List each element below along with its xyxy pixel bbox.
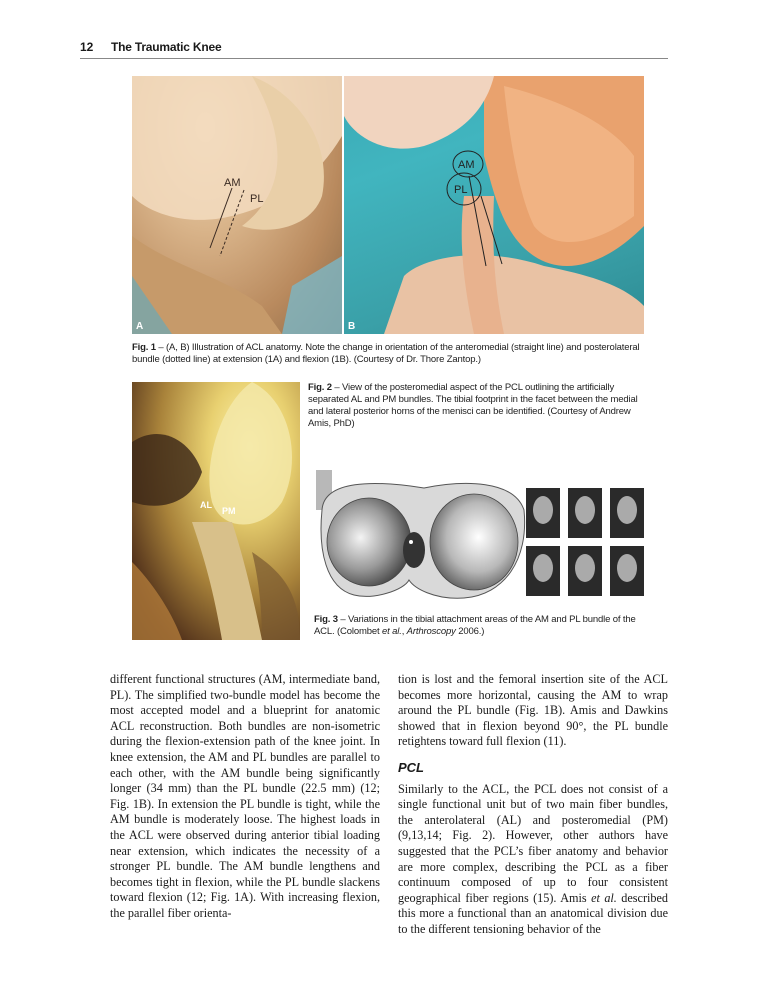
- figure-1b-pl-label: PL: [454, 184, 468, 196]
- figure-1a-letter: A: [136, 321, 144, 332]
- figure-1b-photo: [344, 76, 644, 334]
- figure-3-thumbnail-grid: [526, 488, 644, 596]
- figure-2-illustration: [132, 382, 300, 640]
- figure-1b-illustration: [344, 76, 644, 334]
- figure-3-illustration: [314, 470, 648, 606]
- figure-3-caption-text-3: 2006.): [455, 626, 485, 637]
- column-2-paragraph-2-text-b: described this more a functional than an anatomical division due to the different tensioning behavior of the: [398, 890, 668, 936]
- body-column-1: [110, 672, 380, 922]
- column-2-paragraph-1: tion is lost and the femoral insertion site of the ACL becomes more horizontal, causing the AM to wrap around the PL bundle (Fig. 1B). Amis and Dawkins showed that in flexion beyond 90°, the PL bundle retightens toward full flexion (11).: [398, 672, 668, 749]
- column-1-paragraph: different functional structures (AM, intermediate band, PL). The simplified two-bundle model has become the most accepted model and a blueprint for anatomic ACL reconstruction. Both bundles are non-isometric during the flexion-extension path of the knee joint. In knee extension, the AM and PL bundles are parallel to each other, with the AM bundle being significantly longer (34 mm) than the PL bundle (22.5 mm) (12; Fig. 1B). In extension the PL bundle is tight, while the AM bundle is moderately loose. The highest loads in the ACL were observed during anterior tibial loading near extension, which indicates the necessity of a stronger PL bundle. The AM bundle lengthens and becomes tight in flexion, while the PL bundle slackens toward flexion (12; Fig. 1A). With increasing flexion, the parallel fiber orienta-: [110, 672, 380, 920]
- figure-3-caption-text-2: ,: [401, 626, 407, 637]
- figure-2-al-label: AL: [200, 500, 212, 510]
- figure-2-pm-label: PM: [222, 506, 236, 516]
- figure-3-caption-italic-1: et al.: [381, 626, 402, 637]
- figure-1a-pl-label: PL: [250, 193, 264, 205]
- figure-1a-photo: [132, 76, 342, 334]
- figure-3-caption-label: Fig. 3: [314, 614, 338, 625]
- figure-3-caption: [314, 614, 648, 638]
- figure-3-drawing: [314, 470, 648, 606]
- figure-1b-letter: B: [348, 321, 356, 332]
- figure-3-caption-italic-2: Arthroscopy: [406, 626, 456, 637]
- figure-1a-am-label: AM: [224, 177, 241, 189]
- figure-2-caption: [308, 382, 648, 430]
- figure-2-caption-label: Fig. 2: [308, 382, 332, 393]
- column-2-paragraph-2: [398, 782, 668, 938]
- figure-1a-illustration: [132, 76, 342, 334]
- figure-1-caption-text: – (A, B) Illustration of ACL anatomy. Note the change in orientation of the anteromedial (straight line) and posterolateral bundle (dotted line) at extension (1A) and flexion (1B). (Courtesy of Dr. Thore Zantop.): [132, 342, 640, 365]
- running-header: [80, 38, 668, 59]
- page-number: 12: [80, 40, 94, 54]
- figure-2-photo: [132, 382, 300, 640]
- figure-1-caption-label: Fig. 1: [132, 342, 156, 353]
- figure-3-caption-text-1: – Variations in the tibial attachment areas of the AM and PL bundle of the ACL. (Colombet: [314, 614, 636, 637]
- figure-1: [132, 76, 644, 334]
- figure-2-caption-text: – View of the posteromedial aspect of the PCL outlining the artificially separated AL and PM bundles. The tibial footprint in the facet between the medial and lateral posterior horns of the menisci can be identified. (Courtesy of Andrew Amis, PhD): [308, 382, 638, 429]
- running-title: The Traumatic Knee: [111, 40, 222, 54]
- column-2-paragraph-2-text-a: Similarly to the ACL, the PCL does not consist of a single functional unit but of two main fiber bundles, the anterolateral (AL) and posteromedial (PM) (9,13,14; Fig. 2). However, other authors have suggested that the PCL’s fiber anatomy and behavior are more complex, describing the PCL as a fiber continuum composed of up to four consistent geographical fiber regions (15). Amis: [398, 781, 668, 905]
- figure-1b-am-label: AM: [458, 159, 475, 171]
- column-2-paragraph-2-italic: et al.: [591, 890, 617, 905]
- body-column-2: [398, 672, 668, 938]
- section-heading-pcl: PCL: [398, 759, 424, 775]
- figure-1-caption: [132, 342, 648, 366]
